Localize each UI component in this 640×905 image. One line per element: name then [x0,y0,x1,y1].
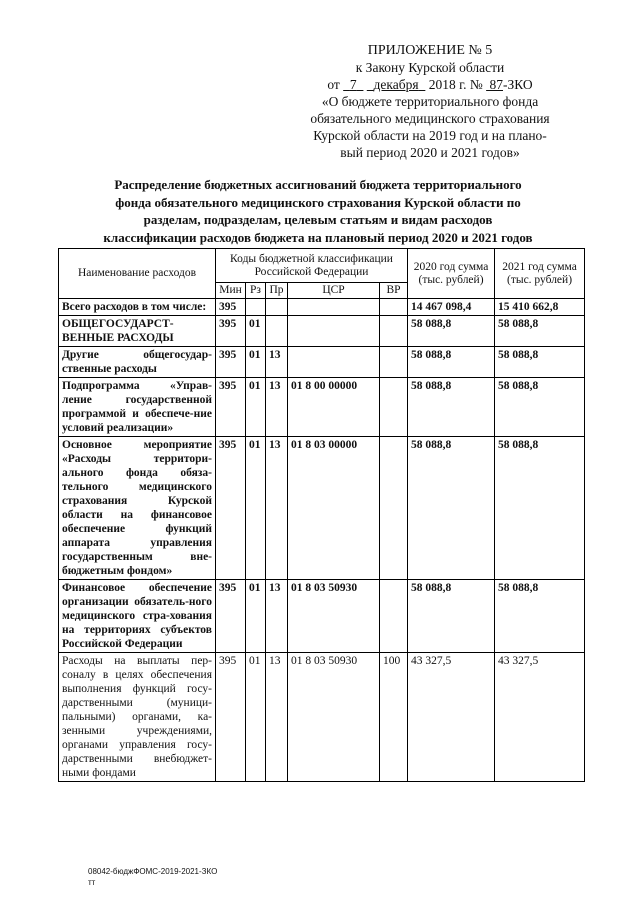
row-min: 395 [216,316,246,347]
row-pr: 13 [266,580,288,653]
row-csr: 01 8 00 00000 [288,378,380,437]
row-2020: 58 088,8 [408,347,495,378]
footer-initials: тт [88,878,96,887]
row-pr: 13 [266,437,288,580]
table-row [59,437,585,580]
date-prefix: от [327,77,340,92]
row-2021: 58 088,8 [495,378,585,437]
row-name: Основное мероприятие «Расходы территори-ального фонда обяза-тельного медицинского страхования Курской области на финансовое обеспечение функций аппарата управления государственным вне-бюджетным фондом» [59,437,216,580]
row-rz: 01 [246,437,266,580]
table-row [59,347,585,378]
row-2021: 58 088,8 [495,347,585,378]
row-vr [380,378,408,437]
row-min: 395 [216,378,246,437]
row-name: Другие общегосудар-ственные расходы [59,347,216,378]
date-month: декабря [373,77,419,92]
row-2021: 58 088,8 [495,437,585,580]
row-min: 395 [216,437,246,580]
row-2021: 58 088,8 [495,316,585,347]
row-2021: 58 088,8 [495,580,585,653]
date-year: 2018 г. № [428,77,483,92]
table-row [59,580,585,653]
row-rz: 01 [246,653,266,782]
title-line: Распределение бюджетных ассигнований бюджета территориального [114,177,522,192]
row-name: Подпрограмма «Управ-ление государственной программой и обеспече-ние условий реализации» [59,378,216,437]
row-min: 395 [216,653,246,782]
row-pr: 13 [266,653,288,782]
header-2020: 2020 год сумма (тыс. рублей) [408,249,495,299]
row-csr [288,316,380,347]
row-2020: 58 088,8 [408,580,495,653]
subject-line: «О бюджете территориального фонда [321,94,539,109]
budget-table [58,248,585,782]
row-vr [380,580,408,653]
row-csr: 01 8 03 00000 [288,437,380,580]
title-line: классификации расходов бюджета на плановый период 2020 и 2021 годов [103,229,533,245]
subheader-min: Мин [216,283,246,299]
row-csr [288,347,380,378]
row-name: Всего расходов в том числе: [59,299,216,316]
row-2020: 58 088,8 [408,316,495,347]
table-header-row [59,249,585,283]
row-rz: 01 [246,580,266,653]
appendix-to-law: к Закону Курской области [355,60,505,75]
row-csr: 01 8 03 50930 [288,580,380,653]
subject-line: обязательного медицинского страхования [310,111,550,126]
subheader-vr: ВР [380,283,408,299]
title-line: фонда обязательного медицинского страхования Курской области по [115,194,521,210]
row-min: 395 [216,580,246,653]
appendix-date-line [270,76,590,93]
table-row [59,316,585,347]
row-vr [380,437,408,580]
row-2020: 58 088,8 [408,437,495,580]
row-name: ОБЩЕГОСУДАРСТ-ВЕННЫЕ РАСХОДЫ [59,316,216,347]
header-name: Наименование расходов [59,249,216,299]
document-title [58,176,578,246]
appendix-header [270,42,590,161]
row-rz: 01 [246,316,266,347]
row-2021: 15 410 662,8 [495,299,585,316]
row-vr [380,299,408,316]
table-row [59,378,585,437]
appendix-title: ПРИЛОЖЕНИЕ № 5 [367,43,493,58]
row-csr: 01 8 03 50930 [288,653,380,782]
row-2021: 43 327,5 [495,653,585,782]
row-2020: 43 327,5 [408,653,495,782]
row-rz: 01 [246,347,266,378]
table-row [59,299,585,316]
date-day: 7 [349,77,357,92]
row-vr [380,347,408,378]
row-vr: 100 [380,653,408,782]
row-name: Финансовое обеспечение организации обязатель-ного медицинского стра-хования на территориях субъектов Российской Федерации [59,580,216,653]
row-2020: 14 467 098,4 [408,299,495,316]
row-rz [246,299,266,316]
row-csr [288,299,380,316]
subheader-rz: Рз [246,283,266,299]
row-name: Расходы на выплаты пер-соналу в целях обеспечения выполнения функций госу-дарственными (муници-пальными) органами, ка-зенными учреждениями, органами управления госу-дарственными внебюджет-ными фондами [59,653,216,782]
subheader-pr: Пр [266,283,288,299]
title-line: разделам, подразделам, целевым статьям и видам расходов [143,212,493,227]
row-2020: 58 088,8 [408,378,495,437]
row-vr [380,316,408,347]
footer-file: 08042-бюджФОМС-2019-2021-ЗКО [88,867,218,876]
row-min: 395 [216,299,246,316]
row-pr: 13 [266,378,288,437]
row-rz: 01 [246,378,266,437]
document-footer [88,866,217,888]
row-pr [266,299,288,316]
law-suffix: -ЗКО [503,77,533,92]
row-pr [266,316,288,347]
header-2021: 2021 год сумма (тыс. рублей) [495,249,585,299]
row-min: 395 [216,347,246,378]
law-number: 87 [489,77,503,92]
subject-line: Курской области на 2019 год и на плано- [313,128,547,143]
subject-line: вый период 2020 и 2021 годов» [340,145,520,160]
table-row [59,653,585,782]
row-pr: 13 [266,347,288,378]
header-codes: Коды бюджетной классификации Российской Федерации [216,249,408,283]
subheader-csr: ЦСР [288,283,380,299]
